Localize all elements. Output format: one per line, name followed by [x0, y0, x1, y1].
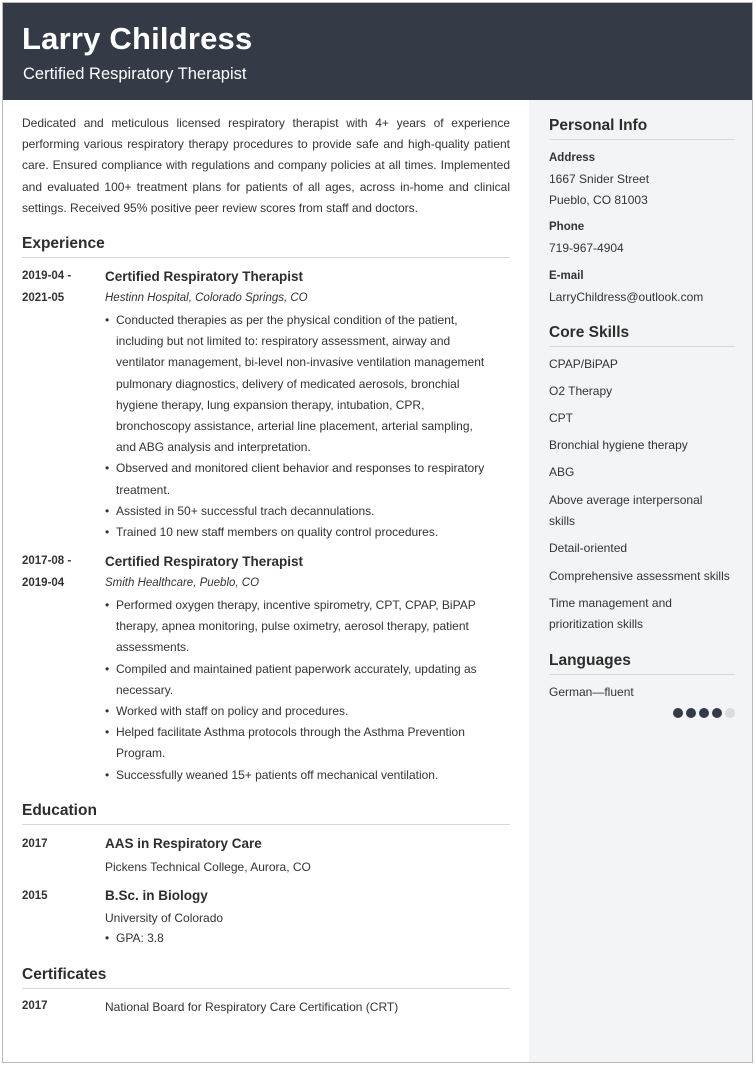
personal-info-divider — [549, 139, 735, 140]
experience-heading: Experience — [22, 235, 105, 252]
skill-item: CPT — [549, 411, 573, 425]
job-bullet: • Trained 10 new staff members on quality control procedures. — [105, 522, 495, 543]
phone-value: 719-967-4904 — [549, 241, 624, 255]
education-school: University of Colorado — [105, 911, 224, 925]
job-company: Smith Healthcare, Pueblo, CO — [105, 577, 260, 589]
languages-divider — [549, 674, 735, 675]
skill-item: ABG — [549, 465, 575, 479]
rating-dot-filled — [673, 708, 683, 718]
job-date-end: 2019-04 — [22, 577, 65, 589]
rating-dot-filled — [686, 708, 696, 718]
core-skills-divider — [549, 346, 735, 347]
job-bullet: • Conducted therapies as per the physical condition of the patient, including but not limited to: respiratory assessment, airway and ventilator management, bi-level non-invasive ventilation management pulmonary diagnostics, delivery of medicated aerosols, bronchial hygiene therapy, lung expansion therapy, intubation, CPR, bronchoscopy assistance, arterial line placement, arterial sampling, and ABG analysis and interpretation. — [105, 310, 495, 458]
job-bullet: • Performed oxygen therapy, incentive spirometry, CPT, CPAP, BiPAP therapy, apnea monitoring, pulse oximetry, aerosol therapy, patient assessments. — [105, 595, 495, 659]
job-bullet: • Compiled and maintained patient paperwork accurately, updating as necessary. — [105, 659, 495, 701]
skill-item: Comprehensive assessment skills — [549, 569, 730, 583]
certificate-name: National Board for Respiratory Care Certification (CRT) — [105, 1000, 399, 1014]
language-name: German—fluent — [549, 685, 634, 699]
certificates-divider — [22, 988, 510, 989]
education-heading: Education — [22, 802, 97, 819]
skill-item: Time management and prioritization skills — [549, 596, 672, 631]
rating-dot-filled — [712, 708, 722, 718]
job-bullet: • Observed and monitored client behavior and responses to respiratory treatment. — [105, 458, 495, 500]
skill-item: CPAP/BiPAP — [549, 357, 618, 371]
job-bullets — [105, 310, 495, 543]
resume-page — [2, 2, 753, 1063]
skill-item: Above average interpersonal skills — [549, 493, 703, 528]
education-year: 2017 — [22, 838, 48, 850]
rating-dot-filled — [699, 708, 709, 718]
job-bullets — [105, 595, 495, 786]
job-bullet: • Successfully weaned 15+ patients off mechanical ventilation. — [105, 765, 495, 786]
address-label: Address — [549, 152, 596, 164]
language-level-rating — [673, 708, 735, 718]
candidate-title: Certified Respiratory Therapist — [23, 65, 247, 83]
core-skills-heading: Core Skills — [549, 324, 630, 341]
education-year: 2015 — [22, 890, 48, 902]
skill-item: Detail-oriented — [549, 541, 628, 555]
certificate-year: 2017 — [22, 1000, 48, 1012]
address-line1: 1667 Snider Street — [549, 172, 650, 186]
resume-header — [3, 3, 752, 100]
job-date-start: 2019-04 - — [22, 270, 72, 282]
sidebar — [529, 100, 753, 1063]
job-bullet: • Worked with staff on policy and procedures. — [105, 701, 495, 722]
education-school: Pickens Technical College, Aurora, CO — [105, 860, 311, 874]
address-line2: Pueblo, CO 81003 — [549, 193, 648, 207]
rating-dot-empty — [725, 708, 735, 718]
candidate-name: Larry Childress — [22, 21, 253, 56]
experience-divider — [22, 257, 510, 258]
job-bullet: • Helped facilitate Asthma protocols through the Asthma Prevention Program. — [105, 722, 495, 764]
email-label: E-mail — [549, 270, 584, 282]
personal-info-heading: Personal Info — [549, 117, 648, 134]
education-bullets — [105, 928, 495, 949]
education-divider — [22, 824, 510, 825]
education-degree: AAS in Respiratory Care — [105, 836, 262, 851]
job-date-end: 2021-05 — [22, 292, 65, 304]
job-title: Certified Respiratory Therapist — [105, 554, 304, 569]
phone-label: Phone — [549, 221, 585, 233]
job-title: Certified Respiratory Therapist — [105, 269, 304, 284]
education-degree: B.Sc. in Biology — [105, 888, 208, 903]
skill-item: O2 Therapy — [549, 384, 613, 398]
job-bullet: • Assisted in 50+ successful trach decannulations. — [105, 501, 495, 522]
email-value: LarryChildress@outlook.com — [549, 290, 704, 304]
job-company: Hestinn Hospital, Colorado Springs, CO — [105, 292, 308, 304]
skill-item: Bronchial hygiene therapy — [549, 438, 688, 452]
education-gpa: • GPA: 3.8 — [105, 928, 495, 949]
certificates-heading: Certificates — [22, 966, 107, 983]
languages-heading: Languages — [549, 652, 631, 669]
summary-paragraph: Dedicated and meticulous licensed respiratory therapist with 4+ years of experience performing various respiratory therapy procedures to provide safe and high-quality patient care. Ensured compliance with regulations and company policies at all times. Implemented and evaluated 100+ treatment plans for patients of all ages, across in-home and clinical settings. Received 95% positive peer review scores from staff and doctors. — [22, 116, 510, 215]
job-date-start: 2017-08 - — [22, 555, 72, 567]
